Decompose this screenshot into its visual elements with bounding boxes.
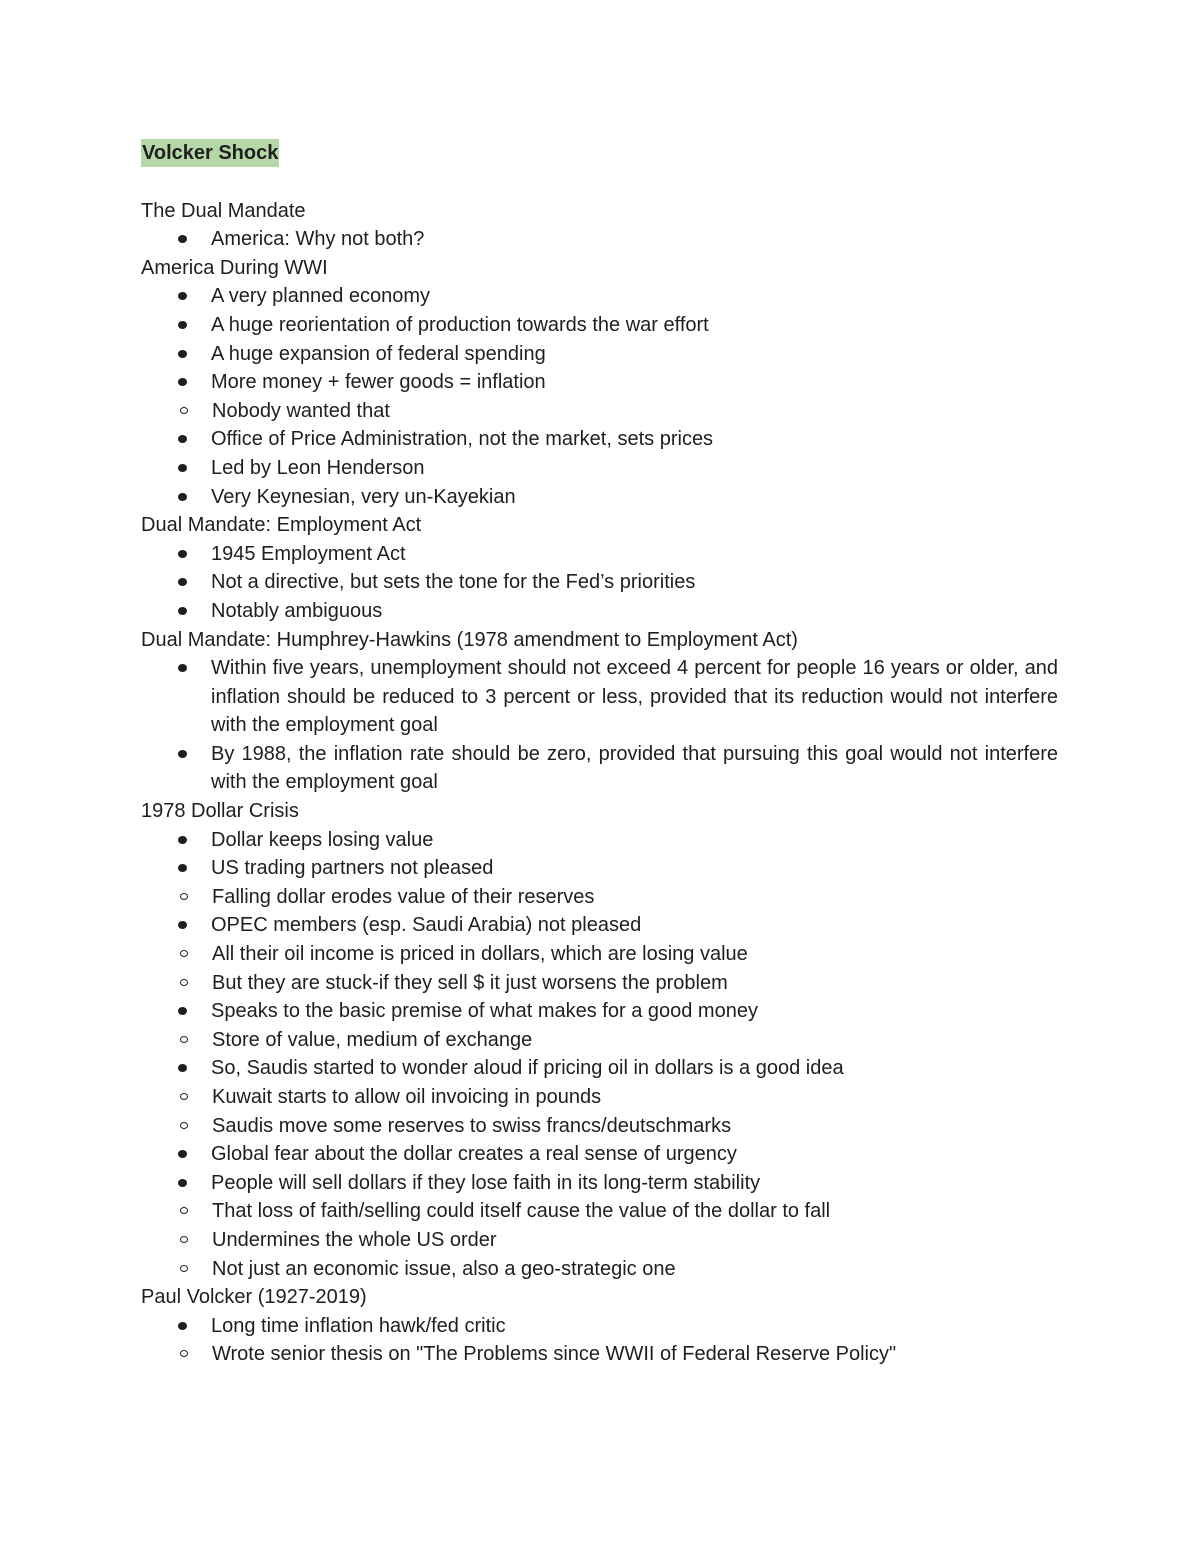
list-item [141, 1140, 1058, 1169]
sub-bullet-list [141, 397, 1058, 426]
bullet-list [141, 282, 1058, 511]
sub-list-item-text: Falling dollar erodes value of their reserves [212, 885, 595, 908]
list-item [141, 911, 1058, 940]
sub-list-container [141, 1197, 1058, 1283]
document-page [141, 139, 1058, 1369]
list-item-text: By 1988, the inflation rate should be zero, provided that pursuing this goal would not interfere with the employment goal [211, 742, 1058, 794]
hollow-bullet-icon [180, 1350, 188, 1357]
list-item-text: A very planned economy [211, 285, 431, 308]
sub-list-item-text: Undermines the whole US order [212, 1228, 497, 1251]
sub-list-item-text: Wrote senior thesis on "The Problems since WWII of Federal Reserve Policy" [212, 1343, 897, 1366]
sub-list-container [141, 1026, 1058, 1055]
filled-bullet-icon [178, 435, 187, 443]
sub-list-item [141, 940, 1058, 969]
filled-bullet-icon [178, 321, 187, 329]
sub-list-item-text: That loss of faith/selling could itself cause the value of the dollar to fall [212, 1200, 831, 1223]
list-item-text: Global fear about the dollar creates a real sense of urgency [211, 1143, 737, 1166]
filled-bullet-icon [178, 664, 187, 672]
bullet-list [141, 225, 1058, 254]
list-item [141, 282, 1058, 311]
filled-bullet-icon [178, 550, 187, 558]
hollow-bullet-icon [180, 1236, 188, 1243]
list-item [141, 340, 1058, 369]
list-item-text: Within five years, unemployment should not exceed 4 percent for people 16 years or older, and inflation should be reduced to 3 percent or less, provided that its reduction would not interfere with the employment goal [211, 657, 1058, 737]
sub-bullet-list [141, 1083, 1058, 1140]
sub-list-item [141, 1083, 1058, 1112]
list-item [141, 1312, 1058, 1341]
list-item-text: More money + fewer goods = inflation [211, 371, 546, 394]
list-item-text: Dollar keeps losing value [211, 828, 434, 851]
hollow-bullet-icon [180, 1036, 188, 1043]
list-item [141, 311, 1058, 340]
sub-list-item-text: Not just an economic issue, also a geo-strategic one [212, 1257, 676, 1280]
list-item [141, 1169, 1058, 1198]
list-item-text: 1945 Employment Act [211, 542, 406, 565]
hollow-bullet-icon [180, 1093, 188, 1100]
sub-list-item [141, 1226, 1058, 1255]
filled-bullet-icon [178, 864, 187, 872]
hollow-bullet-icon [180, 1207, 188, 1214]
list-item-text: So, Saudis started to wonder aloud if pricing oil in dollars is a good idea [211, 1057, 844, 1080]
section-heading: America During WWI [141, 256, 328, 279]
sub-list-item-text: Kuwait starts to allow oil invoicing in pounds [212, 1086, 602, 1108]
filled-bullet-icon [178, 235, 187, 243]
list-item [141, 997, 1058, 1026]
list-item [141, 740, 1058, 797]
sub-list-item-text: Store of value, medium of exchange [212, 1028, 533, 1051]
list-item-text: Speaks to the basic premise of what makes for a good money [211, 1000, 758, 1023]
list-item-text: OPEC members (esp. Saudi Arabia) not pleased [211, 914, 642, 937]
list-item-text: Office of Price Administration, not the market, sets prices [211, 428, 714, 451]
list-item [141, 654, 1058, 740]
list-item-text: People will sell dollars if they lose faith in its long-term stability [211, 1171, 761, 1194]
hollow-bullet-icon [180, 1122, 188, 1129]
sub-list-container [141, 1083, 1058, 1140]
list-item-text: Very Keynesian, very un-Kayekian [211, 485, 516, 508]
sub-list-item [141, 969, 1058, 998]
sub-list-container [141, 397, 1058, 426]
list-item [141, 854, 1058, 883]
sub-bullet-list [141, 940, 1058, 997]
bullet-list [141, 654, 1058, 797]
hollow-bullet-icon [180, 1265, 188, 1272]
bullet-list [141, 1312, 1058, 1369]
sub-list-item [141, 397, 1058, 426]
filled-bullet-icon [178, 493, 187, 501]
filled-bullet-icon [178, 1322, 187, 1330]
list-item [141, 483, 1058, 512]
list-item [141, 368, 1058, 397]
list-item [141, 225, 1058, 254]
filled-bullet-icon [178, 1179, 187, 1187]
list-item-text: US trading partners not pleased [211, 857, 494, 880]
sub-list-item [141, 1026, 1058, 1055]
hollow-bullet-icon [180, 893, 188, 900]
sub-list-item [141, 1197, 1058, 1226]
sub-bullet-list [141, 883, 1058, 912]
section-heading: 1978 Dollar Crisis [141, 800, 299, 823]
filled-bullet-icon [178, 750, 187, 758]
list-item [141, 568, 1058, 597]
list-item [141, 597, 1058, 626]
filled-bullet-icon [178, 1064, 187, 1072]
filled-bullet-icon [178, 1150, 187, 1158]
sub-bullet-list [141, 1026, 1058, 1055]
bullet-list [141, 540, 1058, 626]
list-item-text: A huge reorientation of production towards the war effort [211, 313, 709, 336]
sub-list-container [141, 940, 1058, 997]
list-item [141, 826, 1058, 855]
list-item-text: Not a directive, but sets the tone for the Fed’s priorities [211, 571, 696, 594]
sub-list-item-text: All their oil income is priced in dollars, which are losing value [212, 943, 748, 966]
filled-bullet-icon [178, 607, 187, 615]
list-item [141, 454, 1058, 483]
section-heading: Dual Mandate: Employment Act [141, 514, 422, 537]
sub-list-container [141, 883, 1058, 912]
list-item-text: America: Why not both? [211, 228, 425, 251]
document-title: Volcker Shock [141, 139, 279, 167]
hollow-bullet-icon [180, 979, 188, 986]
section-heading: Paul Volcker (1927-2019) [141, 1286, 367, 1309]
sub-list-item [141, 1112, 1058, 1141]
sub-list-container [141, 1340, 1058, 1369]
list-item [141, 1054, 1058, 1083]
filled-bullet-icon [178, 464, 187, 472]
filled-bullet-icon [178, 350, 187, 358]
list-item-text: Led by Leon Henderson [211, 456, 425, 479]
filled-bullet-icon [178, 292, 187, 300]
list-item-text: Notably ambiguous [211, 599, 383, 622]
sub-list-item-text: But they are stuck-if they sell $ it just worsens the problem [212, 971, 728, 994]
filled-bullet-icon [178, 378, 187, 386]
filled-bullet-icon [178, 836, 187, 844]
sub-list-item-text: Nobody wanted that [212, 399, 390, 422]
section-heading: Dual Mandate: Humphrey-Hawkins (1978 amendment to Employment Act) [141, 628, 798, 651]
list-item-text: Long time inflation hawk/fed critic [211, 1314, 506, 1337]
sub-list-item [141, 883, 1058, 912]
filled-bullet-icon [178, 921, 187, 929]
sub-bullet-list [141, 1340, 1058, 1369]
sub-list-item-text: Saudis move some reserves to swiss francs/deutschmarks [212, 1114, 732, 1137]
list-item [141, 540, 1058, 569]
filled-bullet-icon [178, 1007, 187, 1015]
title-spacer [141, 168, 1058, 197]
hollow-bullet-icon [180, 407, 188, 414]
list-item [141, 425, 1058, 454]
bullet-list [141, 826, 1058, 1284]
sub-bullet-list [141, 1197, 1058, 1283]
section-heading: The Dual Mandate [141, 199, 306, 222]
hollow-bullet-icon [180, 950, 188, 957]
list-item-text: A huge expansion of federal spending [211, 342, 546, 365]
sub-list-item [141, 1255, 1058, 1284]
filled-bullet-icon [178, 578, 187, 586]
document-body [141, 197, 1058, 1369]
sub-list-item [141, 1340, 1058, 1369]
